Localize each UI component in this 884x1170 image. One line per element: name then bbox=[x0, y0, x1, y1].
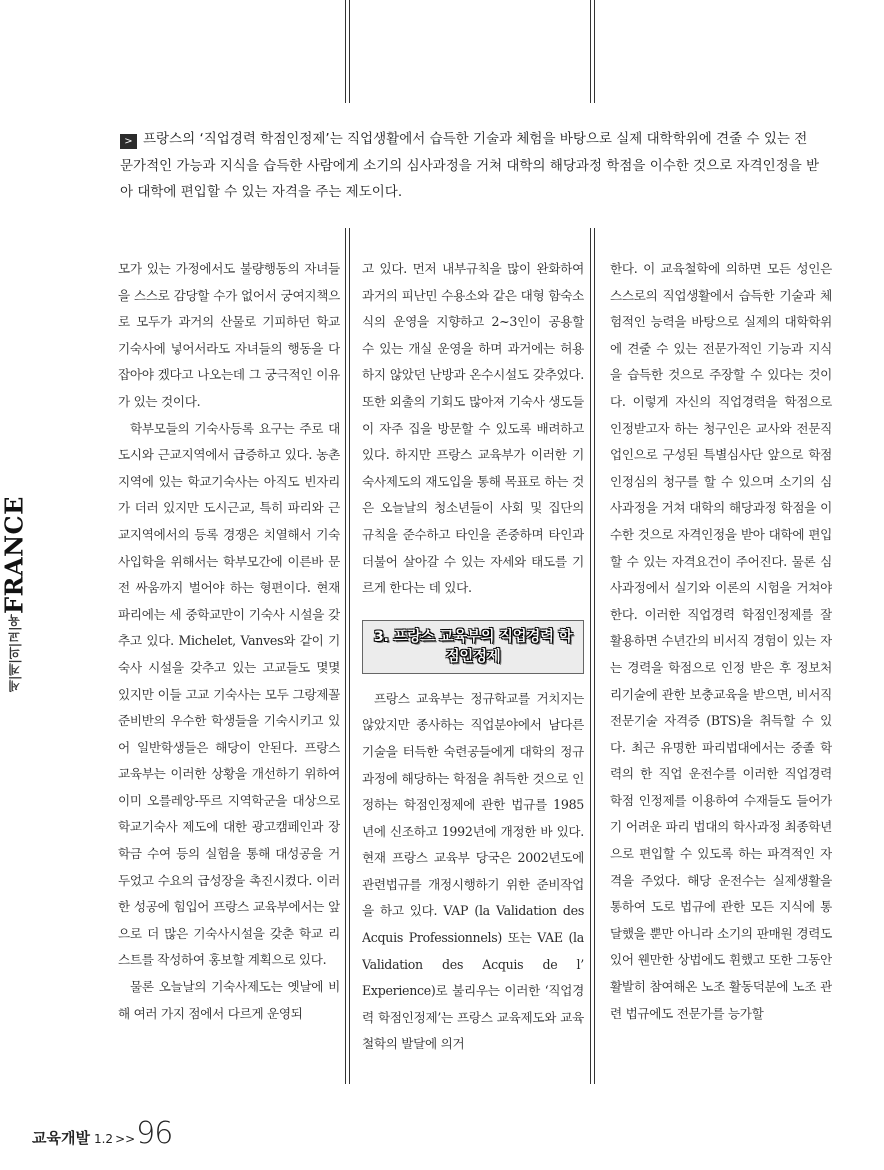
side-section-label bbox=[0, 470, 29, 700]
column-rule-2b bbox=[594, 228, 595, 1084]
column-rule-1a bbox=[345, 228, 346, 1084]
column3-paragraph-1: 한다. 이 교육철학에 의하면 모든 성인은 스스로의 직업생활에서 습득한 기술과 체험적인 능력을 바탕으로 실제의 대학학위에 견줄 수 있는 전문가적인 기능과 지식을 습득한 것으로 주장할 수 있다는 것이다. 이렇게 자신의 직업경력을 학점으로 인정받고자 하는 청구인은 교사와 전문직업인으로 구성된 특별심사단 앞으로 학점인정심의 청구를 할 수 있으며 소기의 심사과정을 거쳐 대학의 해당과정 학점을 이수한 것으로 자격인정을 받아 대학에 편입할 수 있는 자격요건이 주어진다. 물론 심사과정에서 실기와 이론의 시험을 거쳐야 한다. 이러한 직업경력 학점인정제를 잘 활용하면 수년간의 비서직 경험이 있는 자는 경력을 학점으로 인정 받은 후 정보처리기술에 관한 보충교육을 받으면, 비서직 전문기술 자격증 (BTS)을 취득할 수 있다. 최근 유명한 파리법대에서는 중졸 학력의 한 직업 운전수를 이러한 직업경력 학점 인정제를 이용하여 수재들도 들어가기 어려운 파리 법대의 학사과정 최종학년으로 편입할 수 있도록 하는 파격적인 자격을 주었다. 해당 운전수는 실제생활을 통하여 도로 법규에 관한 모든 지식에 통달했을 뿐만 아니라 소기의 판매원 경력도 있어 웬만한 상법에도 휜했고 또한 그동안 활발히 참여해온 노조 활동덕분에 노조 관련 법규에도 전문가를 능가할 bbox=[610, 261, 832, 1021]
side-country-label: FRANCE bbox=[0, 496, 29, 615]
column1-paragraph-3: 물론 오늘날의 기숙사제도는 옛날에 비해 여러 가지 점에서 다르게 운영되 bbox=[118, 979, 340, 1021]
article-column-3 bbox=[610, 256, 832, 1086]
column-rule-2a bbox=[590, 228, 591, 1084]
top-rule-right-a bbox=[590, 0, 591, 103]
intro-note-text: 프랑스의 ‘직업경력 학점인정제’는 직업생활에서 습득한 기술과 체험을 바탕으로 실제 대학학위에 견줄 수 있는 전문가적인 가능과 지식을 습득한 사람에게 소기의 심사과정을 거쳐 대학의 해당과정 학점을 이수한 것으로 자격인정을 받아 대학에 편입할 수 있는 자격을 주는 제도이다. bbox=[120, 131, 820, 200]
page-number: 96 bbox=[136, 1116, 173, 1151]
column2-paragraph-2: 프랑스 교육부는 정규학교를 거치지는 않았지만 종사하는 직업분야에서 남다른 기술을 터득한 숙련공들에게 대학의 정규과정에 해당하는 학점을 취득한 것으로 인정하는 학점인정제에 관한 법규를 1985년에 신조하고 1992년에 개정한 바 있다. 현재 프랑스 교육부 당국은 2002년도에 관련법규를 개정시행하기 위한 준비작업을 하고 있다. VAP (la Validation des Acquis Professionnels) 또는 VAE (la Validation des Acquis de l’ Experience)로 불리우는 이러한 ‘직업경력 학점인정제’는 프랑스 교육제도와 교육철학의 발달에 의거 bbox=[362, 690, 584, 1052]
note-arrow-icon: > bbox=[120, 134, 137, 149]
article-column-1 bbox=[118, 256, 340, 1086]
column1-paragraph-2: 학부모들의 기숙사등록 요구는 주로 대도시와 근교지역에서 급증하고 있다. 농촌지역에 있는 학교기숙사는 아직도 빈자리가 더러 있지만 도시근교, 특히 파리와 근교지역에서의 등록 경쟁은 치열해서 기숙사입학을 위해서는 학부모간에 이른바 문전 싸움까지 벌어야 하는 형편이다. 현재 파리에는 세 중학교만이 기숙사 시설을 갖추고 있다. Michelet, Vanves와 같이 기숙사 시설을 갖추고 있는 고교들도 몇몇 있지만 이들 고교 기숙사는 모두 그랑제꼴 준비반의 우수한 학생들을 기숙시키고 있어 일반학생들은 해당이 안된다. 프랑스 교육부는 이러한 상황을 개선하기 위하여 이미 오를레앙-뚜르 지역학군을 대상으로 학교기숙사 제도에 대한 광고캠페인과 장학금 수여 등의 실험을 통해 대성공을 거두었고 수요의 급성장을 촉진시켰다. 이러한 성공에 힘입어 프랑스 교육부에서는 앞으로 더 많은 기숙사시설을 갖춘 학교 리스트를 작성하여 홍보할 계획으로 있다. bbox=[118, 420, 340, 968]
section-heading: 3. 프랑스 교육부의 직업경력 학점인정제 bbox=[362, 620, 584, 674]
column1-paragraph-1: 모가 있는 가정에서도 불량행동의 자녀들을 스스로 감당할 수가 없어서 궁여지책으로 모두가 과거의 산물로 기피하던 학교 기숙사에 넣어서라도 자녀들의 행동을 다잡아야 겠다고 나오는데 그 궁극적인 이유가 있는 것이다. bbox=[118, 261, 340, 409]
issue-number: 1.2 bbox=[93, 1132, 114, 1146]
top-rule-left-b bbox=[349, 0, 350, 103]
top-rule-left-a bbox=[345, 0, 346, 103]
intro-note bbox=[120, 126, 820, 206]
magazine-name: 교육개발 bbox=[32, 1129, 90, 1147]
side-series-label: 세|계|의|교|육 bbox=[7, 614, 22, 692]
page-footer bbox=[32, 1116, 172, 1151]
article-column-2 bbox=[362, 256, 584, 1086]
footer-arrows: >> bbox=[115, 1132, 136, 1146]
column2-paragraph-1: 고 있다. 먼저 내부규칙을 많이 완화하여 과거의 피난민 수용소와 같은 대형 함숙소 식의 운영을 지향하고 2~3인이 공용할 수 있는 개실 운영을 하며 과거에는 허용하지 않았던 난방과 온수시설도 갖추었다. 또한 외출의 기회도 많아져 기숙사 생도들이 자주 집을 방문할 수 있도록 배려하고 있다. 하지만 프랑스 교육부가 이러한 기숙사제도의 재도입을 통해 목표로 하는 것은 오늘날의 청소년들이 사회 및 집단의 규칙을 준수하고 타인을 존중하며 타인과 더불어 살아갈 수 있는 자세와 태도를 기르게 한다는 데 있다. bbox=[362, 261, 584, 596]
top-rule-right-b bbox=[594, 0, 595, 103]
column-rule-1b bbox=[349, 228, 350, 1084]
